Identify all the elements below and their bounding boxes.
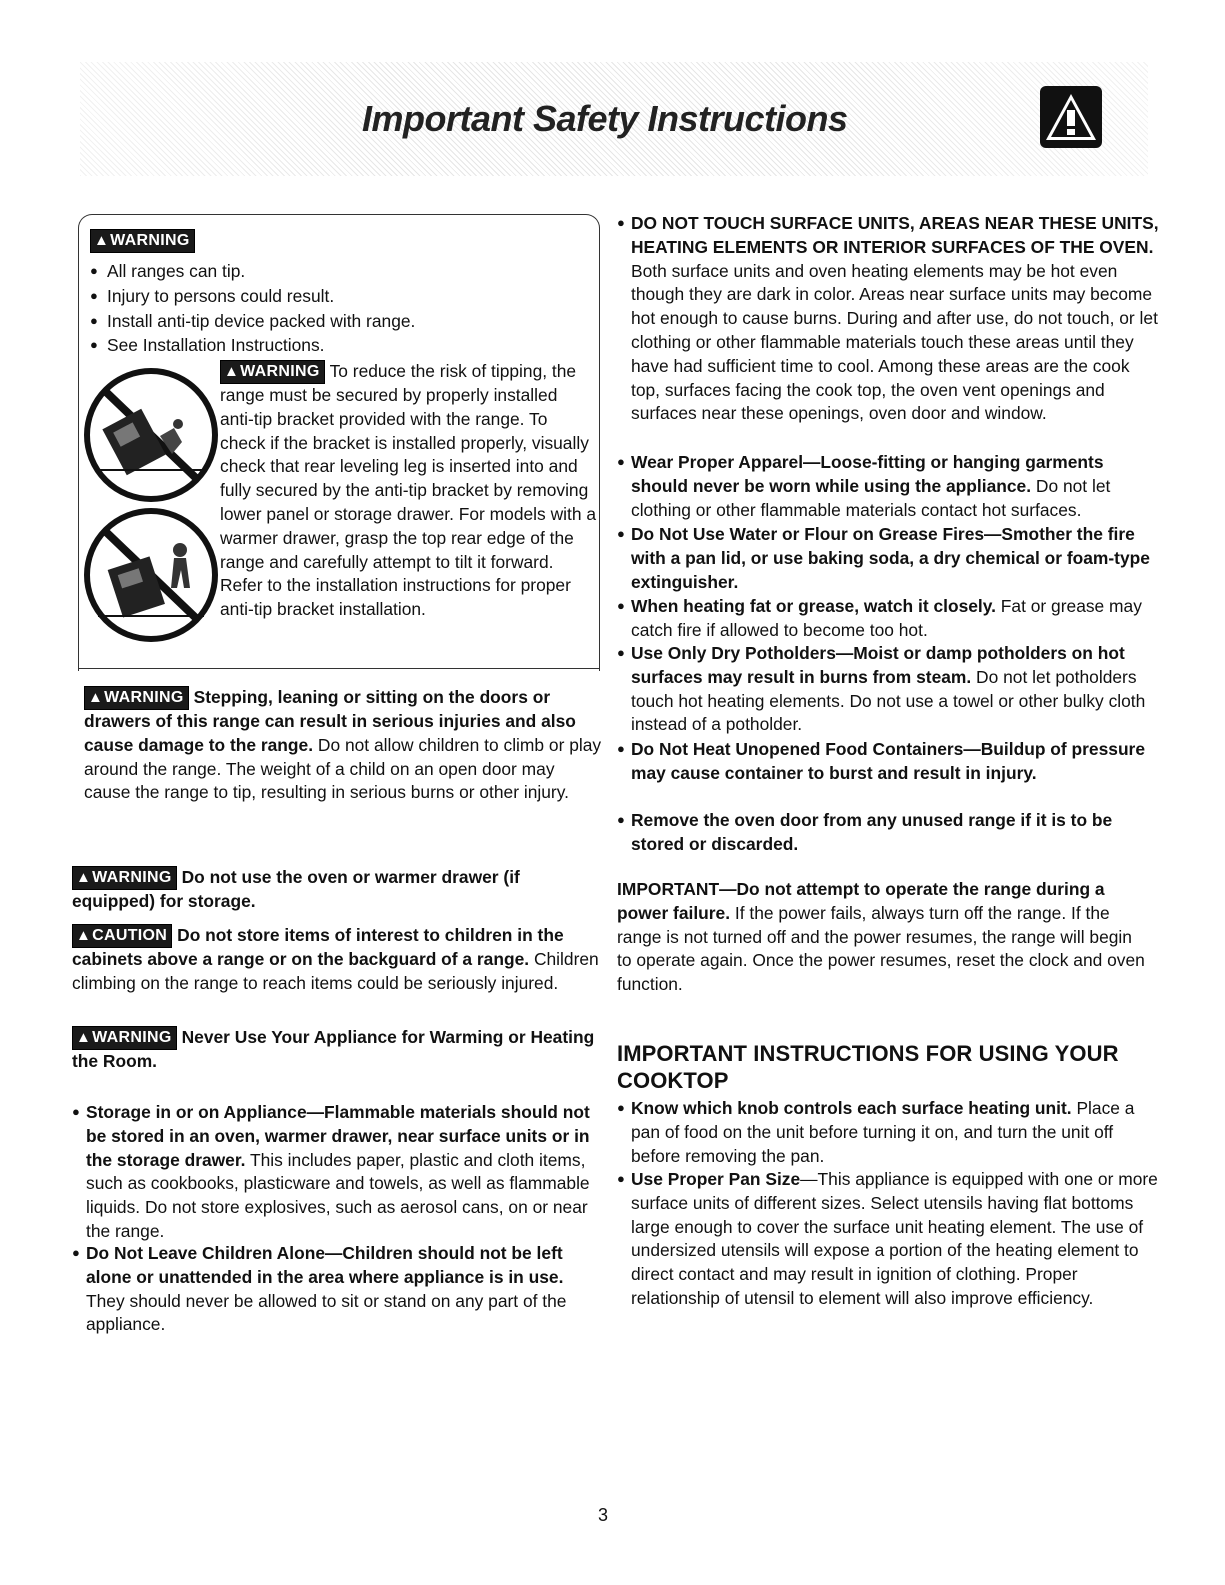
warning-label: ▲WARNING (90, 229, 200, 253)
do-not-touch-item: ● DO NOT TOUCH SURFACE UNITS, AREAS NEAR THESE UNITS, HEATING ELEMENTS OR INTERIOR SURFACES OF THE OVEN. Both surface units and oven heating elements may be hot even though they are dark in color. Areas near surface units may become hot enough to cause burns. During and after use, do not touch, or let clothing or other flammable materials touch these areas until they have had sufficient time to cool. Among these areas are the cook top, surfaces facing the cook top, the oven vent openings and surfaces near these openings, oven door and window. (617, 213, 1159, 424)
power-failure-note: IMPORTANT—Do not attempt to operate the range during a power failure. If the power fails, always turn off the range. If the range is not turned off and the power resumes, the range will begin to operate again. Once the power resumes, reset the clock and oven function. (617, 879, 1145, 995)
page-title: Important Safety Instructions (362, 98, 848, 139)
knob-controls-item: ● Know which knob controls each surface heating unit. Place a pan of food on the unit before turning it on, and turn the unit off before removing the pan. (617, 1098, 1135, 1166)
anti-tip-bullets (90, 259, 415, 358)
unopened-containers-item: ● Do Not Heat Unopened Food Containers—Buildup of pressure may cause container to burst and result in injury. (617, 739, 1146, 783)
anti-tip-instructions: ▲WARNING To reduce the risk of tipping, the range must be secured by properly installed anti-tip bracket provided with the range. To check if the bracket is installed properly, visually check that rear leveling leg is inserted into and fully secured by the anti-tip bracket by removing lower panel or storage drawer. For models with a warmer drawer, grasp the top rear edge of the range and carefully attempt to tilt it forward. Refer to the installation instructions for proper anti-tip bracket installation. (220, 361, 597, 620)
grease-fires-item: ● Do Not Use Water or Flour on Grease Fires—Smother the fire with a pan lid, or use baking soda, a dry chemical or foam-type extinguisher. (617, 524, 1150, 592)
warning-stepping: ▲WARNING Stepping, leaning or sitting on the doors or drawers of this range can result in serious injuries and also cause damage to the range. Do not allow children to climb or play around the range. The weight of a child on an open door may cause the range to tip, resulting in serious burns or other injury. (84, 687, 602, 803)
dry-potholders-item: ● Use Only Dry Potholders—Moist or damp potholders on hot surfaces may result in burns from steam. Do not let potholders touch hot heating elements. Do not use a towel or other bulky cloth instead of a potholder. (617, 643, 1146, 735)
children-alone-item: ● Do Not Leave Children Alone—Children should not be left alone or unattended in the area where appliance is in use. They should never be allowed to sit or stand on any part of the appliance. (72, 1243, 567, 1335)
list-item: ● See Installation Instructions. (90, 335, 325, 356)
pan-size-item: ● Use Proper Pan Size—This appliance is equipped with one or more surface units of different sizes. Select utensils having flat bottoms large enough to cover the surface unit heating element. The use of undersized utensils will expose a portion of the heating element to direct contact and may result in ignition of clothing. Proper relationship of utensil to element will also improve efficiency. (617, 1169, 1158, 1308)
warning-label: ▲WARNING (220, 360, 325, 384)
remove-oven-door-item: ● Remove the oven door from any unused range if it is to be stored or discarded. (617, 810, 1113, 854)
warning-storage: ▲WARNING Do not use the oven or warmer drawer (if equipped) for storage. (72, 867, 520, 911)
list-item: ● All ranges can tip. (90, 261, 246, 281)
heating-fat-item: ● When heating fat or grease, watch it closely. Fat or grease may catch fire if allowed to become too hot. (617, 596, 1142, 640)
storage-in-appliance-item: ● Storage in or on Appliance—Flammable materials should not be stored in an oven, warmer drawer, near surface units or in the storage drawer. This includes paper, plastic and cloth items, such as cookbooks, plasticware and towels, as well as flammable liquids. Do not store explosives, such as aerosol cans, on or near the range. (72, 1102, 590, 1241)
warning-triangle-icon (1040, 86, 1102, 148)
page-number: 3 (598, 1505, 609, 1525)
child-tipping-range-illustration (82, 506, 220, 644)
warning-box-divider (78, 668, 600, 675)
caution-children: ▲CAUTION Do not store items of interest to children in the cabinets above a range or on the backguard of a range. Children climbing on the range to reach items could be seriously injured. (72, 925, 599, 993)
proper-apparel-item: ● Wear Proper Apparel—Loose-fitting or hanging garments should never be worn while using the appliance. Do not let clothing or other flammable materials contact hot surfaces. (617, 452, 1111, 520)
warning-heating-room: ▲WARNING Never Use Your Appliance for Warming or Heating the Room. (72, 1027, 595, 1071)
cooktop-section-title: IMPORTANT INSTRUCTIONS FOR USING YOUR COOKTOP (617, 1041, 1119, 1093)
list-item: ● Install anti-tip device packed with range. (90, 310, 416, 331)
list-item: ● Injury to persons could result. (90, 285, 335, 306)
range-tipping-illustration (82, 366, 220, 504)
